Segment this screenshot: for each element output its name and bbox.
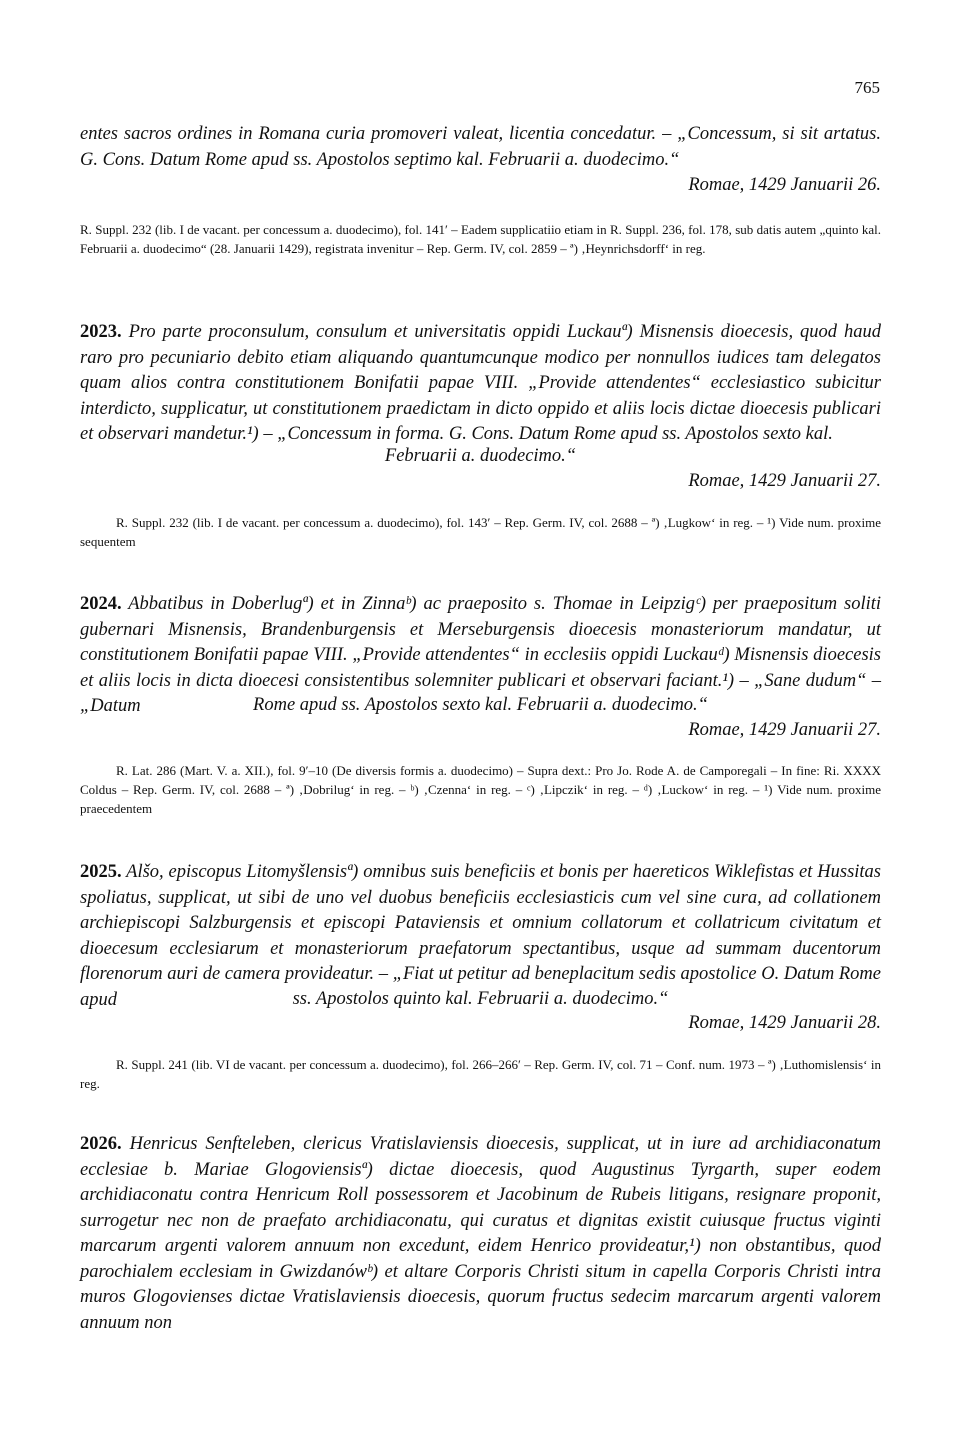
entry-2023-place-date: Romae, 1429 Januarii 27. — [688, 471, 881, 491]
entry-2023-closing-line: Februarii a. duodecimo.“ — [384, 446, 577, 466]
entry-continuation-footnote: R. Suppl. 232 (lib. I de vacant. per concessum a. duodecimo), fol. 141′ – Eadem supplicatiio etiam in R. Suppl. 236, fol. 178, sub datis autem „quinto kal. Februarii a. duodecimo“ (28. Januarii 1429), registrata invenitur – Rep. Germ. IV, col. 2859 – ª) ‚Heynrichsdorff‘ in reg. — [80, 222, 881, 256]
entry-number: 2025. — [80, 862, 122, 882]
entry-number: 2024. — [80, 594, 122, 614]
entry-2025-closing-line: ss. Apostolos quinto kal. Februarii a. duodecimo.“ — [292, 989, 669, 1009]
entry-number: 2026. — [80, 1134, 122, 1154]
entry-text: Pro parte proconsulum, consulum et universitatis oppidi Luckauª) Misnensis dioecesis, quod haud raro pro pecuniario debito etiam aliquando quantumcunque modico per nonnullos iudices tam delegatos quam alios contra constitutionem Bonifatii papae VIII. „Provide attendentes“ ecclesiastico subicitur interdicto, supplicatur, ut constitutionem praedictam in dicto oppido et aliis locis dictae dioecesis publicari et observari mandetur.¹) – „Concessum in forma. G. Cons. Datum Rome apud ss. Apostolos sexto kal. — [80, 322, 882, 444]
entry-2026 — [80, 1132, 881, 1336]
entry-2025-place-date: Romae, 1429 Januarii 28. — [688, 1013, 881, 1033]
entry-text: Henricus Senfteleben, clericus Vratislaviensis dioecesis, supplicat, ut in iure ad archidiaconatum ecclesiae b. Mariae Glogoviensisª) dictae dioecesis, quod Augustinus Tyrgarth, super eodem archidiaconatu contra Henricum Roll possessorem et Jacobinum de Rubeis litigans, resignare proponit, surrogetur nec non de praefato archidiaconatu, qui curatus et dignitas existit cuiusque fructus viginti marcarum argenti valorem annuum non excedunt, eidem Henrico provideatur,¹) non obstantibus, quod parochialem ecclesiam in Gwizdanówᵇ) et altare Corporis Christi situm in capella Corporis Christi intra muros Glogovienses dictae Vratislaviensis dioecesis, quorum fructus sedecim marcarum argenti valorem annuum non — [80, 1134, 882, 1333]
entry-2024-place-date: Romae, 1429 Januarii 27. — [688, 720, 881, 740]
entry-text: Abbatibus in Doberlugª) et in Zinnaᵇ) ac praeposito s. Thomae in Leipzigᶜ) per praepositum soliti gubernari Misnensis, Brandenburgensis et Merseburgensis dioecesis monasteriorum mandatur, ut constitutionem Bonifatii papae VIII. „Provide attendentes“ in ecclesiis oppidi Luckauᵈ) Misnensis dioecesis et aliis locis in dicta dioecesi consistentibus solemniter publicari et observari faciant.¹) – „Sane dudum“ – „Datum — [80, 594, 882, 716]
entry-2023-footnote: R. Suppl. 232 (lib. I de vacant. per concessum a. duodecimo), fol. 143′ – Rep. Germ. IV, col. 2688 – ª) ‚Lugkow‘ in reg. – ¹) Vide num. proxime sequentem — [80, 515, 881, 549]
entry-2023 — [80, 320, 881, 448]
entry-continuation-text: entes sacros ordines in Romana curia promoveri valeat, licentia concedatur. – „Concessum, si sit artatus. G. Cons. Datum Rome apud ss. Apostolos septimo kal. Februarii a. duodecimo.“ — [80, 124, 881, 170]
entry-number: 2023. — [80, 322, 122, 342]
page-number: 765 — [854, 78, 880, 97]
entry-2025-footnote: R. Suppl. 241 (lib. VI de vacant. per concessum a. duodecimo), fol. 266–266′ – Rep. Germ. IV, col. 71 – Conf. num. 1973 – ª) ‚Luthomislensis‘ in reg. — [80, 1057, 881, 1091]
entry-2024-footnote: R. Lat. 286 (Mart. V. a. XII.), fol. 9′–10 (De diversis formis a. duodecimo) – Supra dext.: Pro Jo. Rode A. de Camporegali – In fine: Ri. XXXX Coldus – Rep. Germ. IV, col. 2688 – ª) ‚Dobrilug‘ in reg. – ᵇ) ‚Czenna‘ in reg. – ᶜ) ‚Lipczik‘ in reg. – ᵈ) ‚Luckow‘ in reg. – ¹) Vide num. proxime praecedentem — [80, 763, 881, 816]
entry-2024-closing-line: Rome apud ss. Apostolos sexto kal. Februarii a. duodecimo.“ — [253, 695, 708, 715]
entry-text: Alšo, episcopus Litomyšlensisª) omnibus suis beneficiis et bonis per haereticos Wiklefistas et Hussitas spoliatus, supplicat, ut sibi de uno vel duobus beneficiis ecclesiasticis cum vel sine cura, ad collationem archiepiscopi Salzburgensis et episcopi Pataviensis et omnium collatorum et collatricum civitatum et dioecesum ecclesiarum et monasteriorum praefatorum spectantibus, usque ad summam ducentorum florenorum auri de camera provideatur. – „Fiat ut petitur ad beneplacitum sedis apostolice O. Datum Rome apud — [80, 862, 882, 1010]
entry-continuation-place-date: Romae, 1429 Januarii 26. — [688, 175, 881, 195]
